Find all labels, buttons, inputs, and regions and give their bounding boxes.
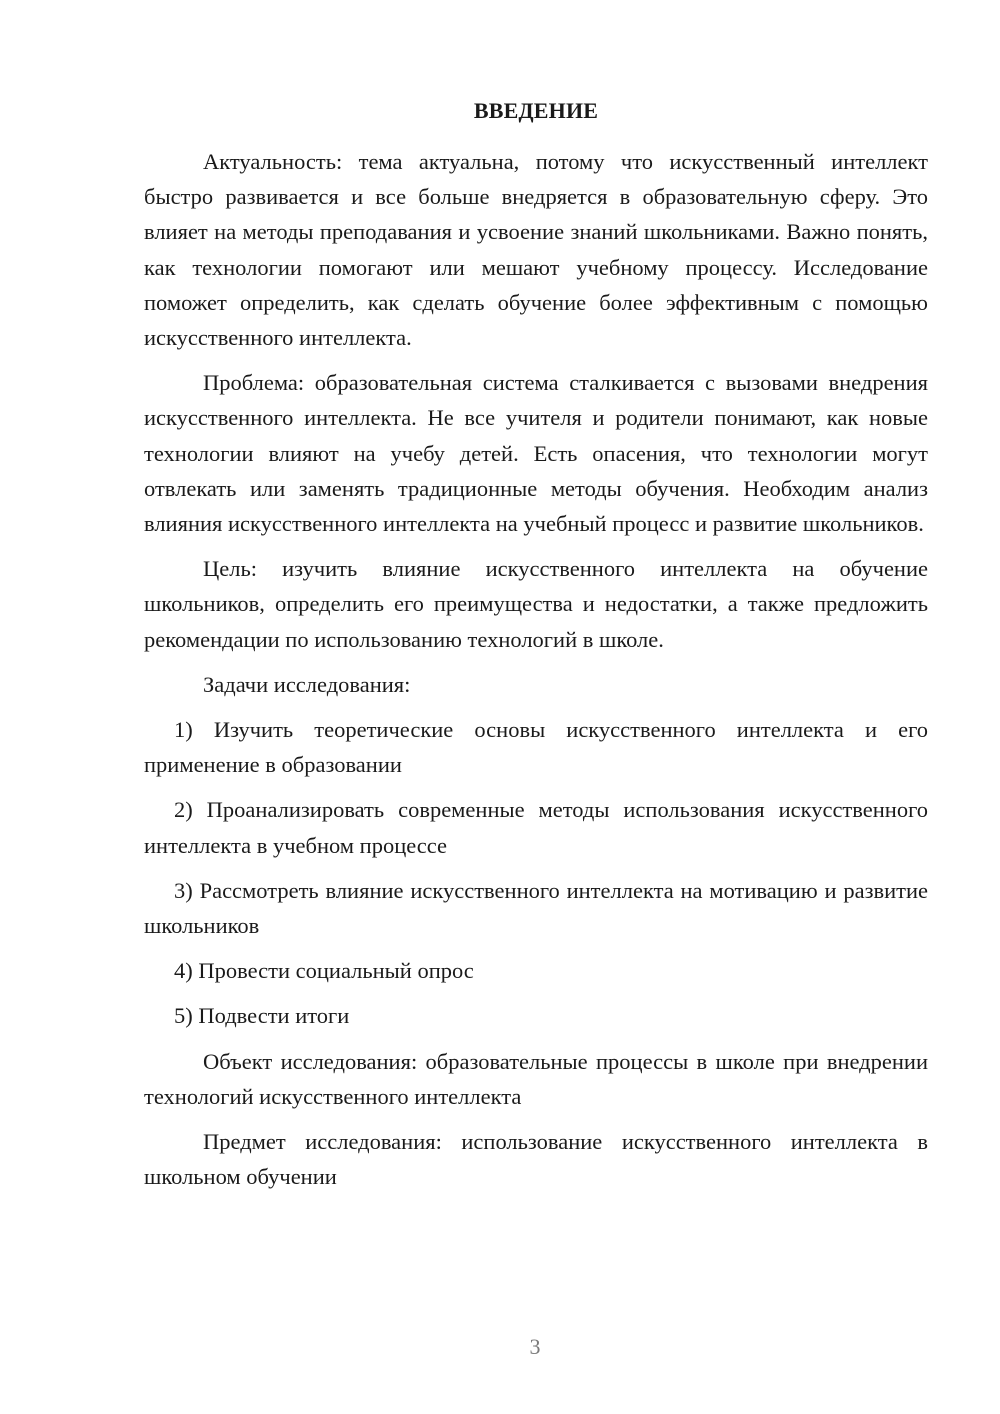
task-item-3: 3) Рассмотреть влияние искусственного интеллекта на мотивацию и развитие школьников — [144, 877, 928, 939]
paragraph-goal: Цель: изучить влияние искусственного интеллекта на обучение школьников, определить его преимущества и недостатки, а также предложить рекомендации по использованию технологий в школе. — [144, 556, 928, 652]
task-item-2: 2) Проанализировать современные методы использования искусственного интеллекта в учебном процессе — [144, 797, 928, 858]
task-item-4: 4) Провести социальный опрос — [174, 958, 474, 984]
task-item-1: 1) Изучить теоретические основы искусственного интеллекта и его применение в образовании — [144, 717, 928, 778]
paragraph-subject: Предмет исследования: использование искусственного интеллекта в школьном обучении — [144, 1129, 928, 1190]
task-item-5: 5) Подвести итоги — [174, 1003, 350, 1029]
paragraph-problem: Проблема: образовательная система сталкивается с вызовами внедрения искусственного интеллекта. Не все учителя и родители понимают, как новые технологии влияют на учебу детей. Есть опасения, что технологии могут отвлекать или заменять традиционные методы обучения. Необходим анализ влияния искусственного интеллекта на учебный процесс и развитие школьников. — [144, 370, 928, 537]
section-heading: ВВЕДЕНИЕ — [473, 98, 599, 123]
paragraph-object: Объект исследования: образовательные процессы в школе при внедрении технологий искусственного интеллекта — [144, 1048, 928, 1109]
paragraph-relevance: Актуальность: тема актуальна, потому что искусственный интеллект быстро развивается и все больше внедряется в образовательную сферу. Это влияет на методы преподавания и усвоение знаний школьниками. Важно понять, как технологии помогают или мешают учебному процессу. Исследование поможет определить, как сделать обучение более эффективным с помощью искусственного интеллекта. — [144, 149, 928, 351]
page-number: 3 — [529, 1334, 541, 1359]
page-content — [144, 96, 928, 1204]
paragraph-tasks-intro: Задачи исследования: — [203, 671, 411, 697]
